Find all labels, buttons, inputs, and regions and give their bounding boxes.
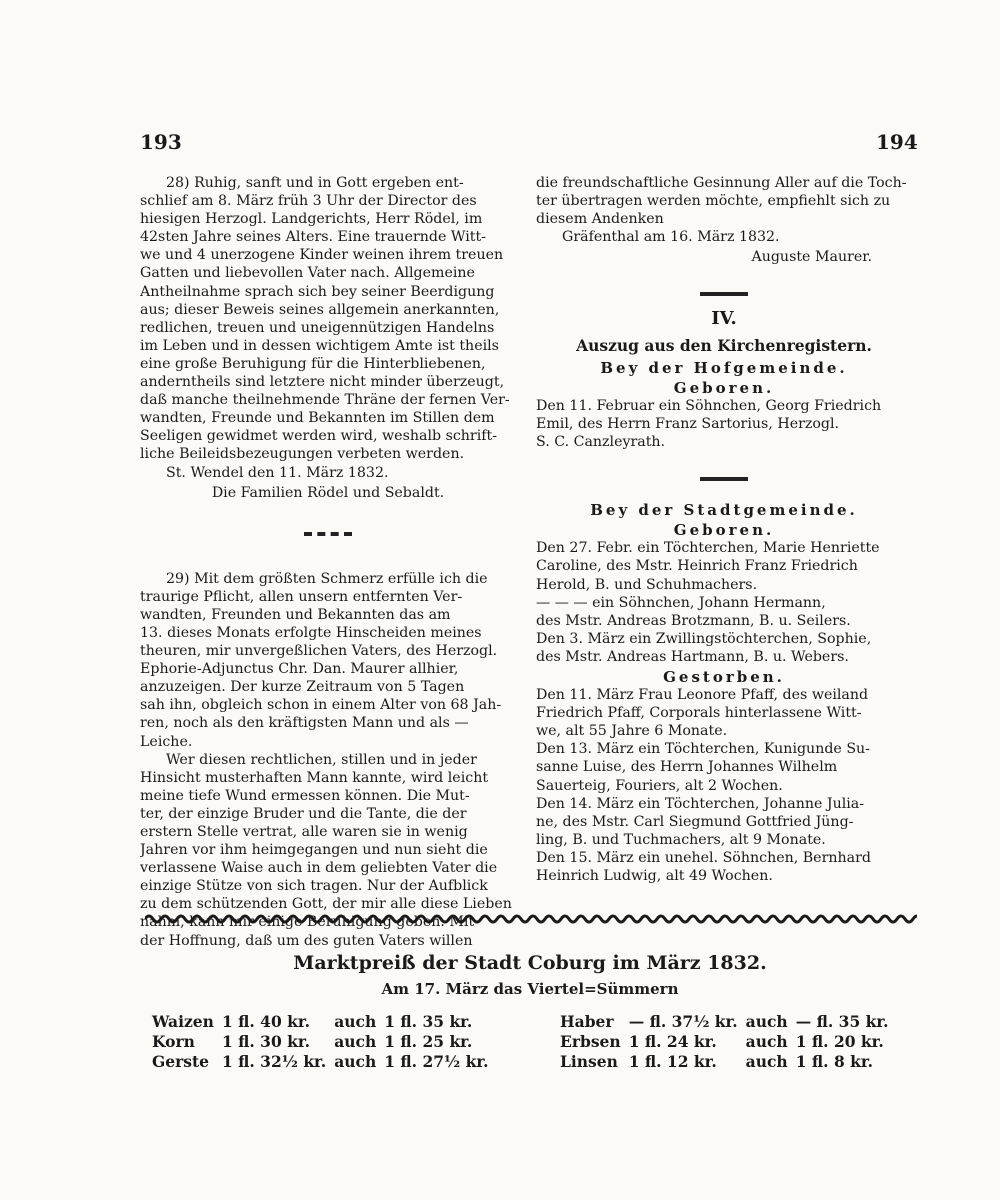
notice-28-place: St. Wendel den 11. März 1832. bbox=[166, 464, 389, 481]
stadt-born-entries bbox=[536, 539, 912, 666]
stadt-subheading-died: Gestorben. bbox=[663, 667, 785, 686]
text-line: Den 11. März Frau Leonore Pfaff, des weiland bbox=[536, 687, 869, 704]
price-cell: 1 fl. 12 kr. bbox=[628, 1052, 717, 1071]
text-line: Den 11. Februar ein Söhnchen, Georg Friedrich bbox=[536, 397, 882, 414]
text-line: 29) Mit dem größten Schmerz erfülle ich die bbox=[166, 570, 488, 587]
text-line: redlichen, treuen und uneigennützigen Handelns bbox=[140, 319, 495, 336]
text-line: meine tiefe Wund ermessen können. Die Mut- bbox=[140, 787, 470, 804]
text-line: Den 15. März ein unehel. Söhnchen, Bernhard bbox=[536, 849, 871, 866]
stadt-heading: Bey der Stadtgemeinde. bbox=[590, 501, 858, 520]
section-title: Auszug aus den Kirchenregistern. bbox=[576, 335, 872, 355]
text-line: Gatten und liebevollen Vater nach. Allgemeine bbox=[140, 265, 475, 282]
text-line: Den 27. Febr. ein Töchterchen, Marie Henriette bbox=[536, 540, 880, 557]
text-line: 13. dieses Monats erfolgte Hinscheiden meines bbox=[140, 624, 482, 641]
price-cell: 1 fl. 30 kr. bbox=[221, 1032, 311, 1051]
text-line: we und 4 unerzogene Kinder weinen ihrem treuen bbox=[140, 247, 504, 264]
page-number-left: 193 bbox=[140, 130, 182, 154]
text-line: erstern Stelle vertrat, alle waren sie in wenig bbox=[140, 824, 468, 840]
market-row bbox=[152, 1052, 497, 1072]
separator-rule bbox=[700, 292, 748, 296]
market-row bbox=[152, 1032, 497, 1052]
also-label: auch bbox=[334, 1032, 377, 1051]
register-entry bbox=[536, 795, 912, 849]
text-line: ren, noch als den kräftigsten Mann und als — bbox=[140, 715, 469, 732]
stadt-died-entries bbox=[536, 686, 912, 885]
notice-29-signature: Auguste Maurer. bbox=[751, 249, 872, 266]
text-line: sanne Luise, des Herrn Johannes Wilhelm bbox=[536, 759, 838, 776]
text-line: schlief am 8. März früh 3 Uhr der Director des bbox=[140, 193, 477, 210]
text-line: Den 3. März ein Zwillingstöchterchen, Sophie, bbox=[536, 630, 872, 647]
text-line: im Leben und in dessen wichtigem Amte ist theils bbox=[140, 337, 499, 354]
right-column bbox=[536, 174, 912, 885]
text-line: Friedrich Pfaff, Corporals hinterlassene Witt- bbox=[536, 705, 862, 722]
text-line: anzuzeigen. Der kurze Zeitraum von 5 Tagen bbox=[140, 679, 465, 696]
notice-29-text bbox=[140, 570, 516, 751]
text-line: ne, des Mstr. Carl Siegmund Gottfried Jüng- bbox=[536, 813, 854, 830]
text-line: einzige Stütze von sich tragen. Nur der Aufblick bbox=[140, 878, 488, 895]
grain-name: Linsen bbox=[560, 1052, 618, 1071]
notice-29-place: Gräfenthal am 16. März 1832. bbox=[562, 229, 780, 246]
grain-name: Gerste bbox=[152, 1052, 210, 1071]
market-title: Marktpreiß der Stadt Coburg im März 1832. bbox=[293, 952, 767, 974]
page-number-right: 194 bbox=[876, 130, 918, 154]
hof-entries bbox=[536, 397, 912, 451]
register-entry bbox=[536, 539, 912, 593]
market-row bbox=[560, 1012, 897, 1032]
also-label: auch bbox=[334, 1012, 377, 1031]
text-line: diesem Andenken bbox=[536, 211, 664, 228]
also-label: auch bbox=[745, 1052, 788, 1071]
text-line: traurige Pflicht, allen unsern entfernten Ver- bbox=[140, 588, 463, 605]
text-line: we, alt 55 Jahre 6 Monate. bbox=[536, 723, 728, 740]
text-line: sah ihn, obgleich schon in einem Alter von 68 Jah- bbox=[140, 697, 502, 714]
price-cell: 1 fl. 32½ kr. bbox=[221, 1052, 327, 1071]
text-line: eine große Beruhigung für die Hinterbliebenen, bbox=[140, 355, 486, 372]
register-entry bbox=[536, 630, 912, 666]
price-cell: 1 fl. 20 kr. bbox=[795, 1032, 884, 1051]
text-line: aus; dieser Beweis seines allgemein anerkannten, bbox=[140, 301, 500, 318]
text-line: Hinsicht musterhaften Mann kannte, wird leicht bbox=[140, 769, 489, 786]
text-line: Seeligen gewidmet werden wird, weshalb schrift- bbox=[140, 428, 498, 445]
ornamental-rule bbox=[145, 912, 917, 926]
text-line: hiesigen Herzogl. Landgerichts, Herr Rödel, im bbox=[140, 211, 483, 228]
notice-28-signature: Die Familien Rödel und Sebaldt. bbox=[211, 484, 445, 501]
text-line: ter übertragen werden möchte, empfiehlt sich zu bbox=[536, 193, 891, 210]
text-line: S. C. Canzleyrath. bbox=[536, 434, 666, 451]
text-line: Caroline, des Mstr. Heinrich Franz Friedrich bbox=[536, 558, 858, 575]
text-line: 28) Ruhig, sanft und in Gott ergeben ent- bbox=[166, 175, 464, 191]
text-line: der Hoffnung, daß um des guten Vaters willen bbox=[140, 932, 473, 949]
text-line: Jahren vor ihm heimgegangen und nun sieht die bbox=[140, 842, 488, 859]
price-cell: — fl. 37½ kr. bbox=[628, 1012, 738, 1031]
text-line: liche Beileidsbezeugungen verbeten werden. bbox=[140, 446, 465, 463]
also-label: auch bbox=[334, 1052, 377, 1071]
market-date-line: Am 17. März das Viertel=Sümmern bbox=[381, 980, 679, 998]
text-line: wandten, Freunde und Bekannten im Stillen dem bbox=[140, 410, 495, 427]
grain-name: Haber bbox=[560, 1012, 614, 1031]
price-cell: — fl. 35 kr. bbox=[795, 1012, 889, 1031]
price-cell: 1 fl. 35 kr. bbox=[384, 1012, 473, 1031]
also-label: auch bbox=[745, 1012, 788, 1031]
text-line: wandten, Freunden und Bekannten das am bbox=[140, 606, 451, 623]
price-cell: 1 fl. 25 kr. bbox=[384, 1032, 473, 1051]
hof-heading: Bey der Hofgemeinde. bbox=[600, 358, 848, 377]
notice-29-continuation bbox=[536, 174, 912, 228]
text-line: theuren, mir unvergeßlichen Vaters, des Herzogl. bbox=[140, 643, 498, 660]
register-entry bbox=[536, 849, 912, 885]
market-row bbox=[560, 1032, 897, 1052]
section-number: IV. bbox=[711, 308, 737, 330]
text-line: daß manche theilnehmende Thräne der fernen Ver- bbox=[140, 392, 510, 409]
text-line: — — — ein Söhnchen, Johann Hermann, bbox=[536, 594, 826, 611]
text-line: Den 14. März ein Töchterchen, Johanne Julia- bbox=[536, 795, 865, 812]
text-line: verlassene Waise auch in dem geliebten Vater die bbox=[140, 860, 498, 877]
text-line: Leiche. bbox=[140, 733, 193, 750]
text-line: 42sten Jahre seines Alters. Eine trauernde Witt- bbox=[140, 229, 486, 246]
register-entry bbox=[536, 594, 912, 630]
market-row bbox=[152, 1012, 497, 1032]
text-line: Ephorie-Adjunctus Chr. Dan. Maurer allhier, bbox=[140, 661, 459, 678]
text-line: Sauerteig, Fouriers, alt 2 Wochen. bbox=[536, 777, 783, 794]
grain-name: Erbsen bbox=[560, 1032, 621, 1051]
also-label: auch bbox=[745, 1032, 788, 1051]
text-line: des Mstr. Andreas Hartmann, B. u. Webers. bbox=[536, 648, 849, 665]
market-row bbox=[560, 1052, 897, 1072]
register-entry bbox=[536, 397, 912, 451]
text-line: Heinrich Ludwig, alt 49 Wochen. bbox=[536, 868, 773, 884]
stadt-subheading-born: Geboren. bbox=[673, 521, 775, 540]
grain-name: Korn bbox=[152, 1032, 195, 1051]
text-line: anderntheils sind letztere nicht minder überzeugt, bbox=[140, 374, 505, 391]
price-cell: 1 fl. 40 kr. bbox=[221, 1012, 311, 1031]
market-table-left bbox=[152, 1012, 497, 1072]
notice-28-text bbox=[140, 174, 516, 464]
text-line: Antheilnahme sprach sich bey seiner Beerdigung bbox=[140, 283, 495, 300]
price-cell: 1 fl. 24 kr. bbox=[628, 1032, 717, 1051]
register-entry bbox=[536, 740, 912, 794]
text-line: die freundschaftliche Gesinnung Aller auf die Toch- bbox=[536, 175, 907, 191]
price-cell: 1 fl. 8 kr. bbox=[795, 1052, 874, 1071]
text-line: nahm, kann mir einige Beruhigung geben. Mit bbox=[140, 914, 475, 931]
market-prices bbox=[140, 952, 920, 1071]
text-line: zu dem schützenden Gott, der mir alle diese Lieben bbox=[140, 896, 512, 913]
register-entry bbox=[536, 686, 912, 740]
text-line: ling, B. und Tuchmachers, alt 9 Monate. bbox=[536, 831, 826, 848]
hof-subheading-born: Geboren. bbox=[673, 378, 775, 397]
text-line: Wer diesen rechtlichen, stillen und in jeder bbox=[166, 751, 477, 768]
left-column bbox=[140, 174, 516, 950]
market-table-right bbox=[560, 1012, 897, 1072]
text-line: ter, der einzige Bruder und die Tante, die der bbox=[140, 805, 467, 822]
text-line: Den 13. März ein Töchterchen, Kunigunde Su- bbox=[536, 741, 870, 758]
text-line: des Mstr. Andreas Brotzmann, B. u. Seilers. bbox=[536, 612, 851, 629]
price-cell: 1 fl. 27½ kr. bbox=[384, 1052, 489, 1071]
text-line: Herold, B. und Schuhmachers. bbox=[536, 576, 758, 593]
grain-name: Waizen bbox=[152, 1012, 214, 1031]
text-line: Emil, des Herrn Franz Sartorius, Herzogl. bbox=[536, 415, 840, 432]
